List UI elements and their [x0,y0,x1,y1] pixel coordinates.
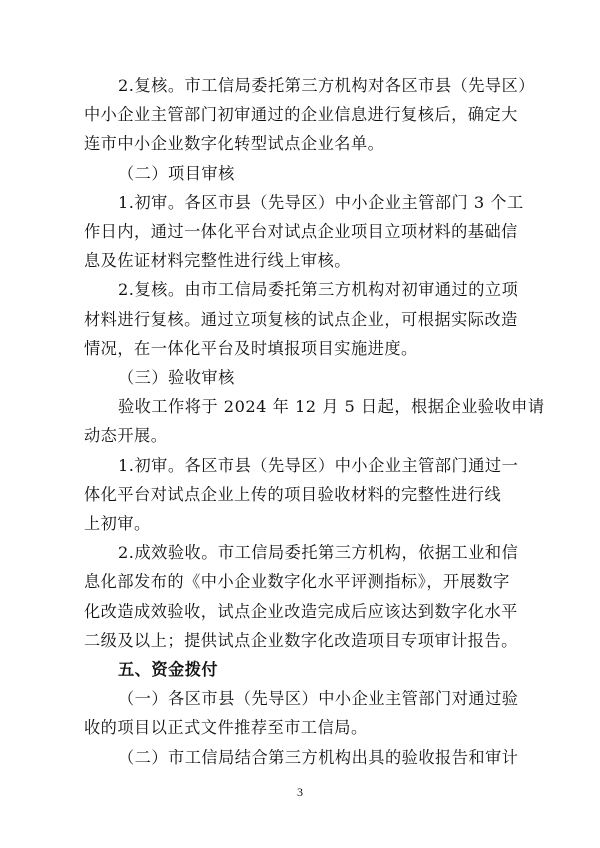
text-line: 连市中小企业数字化转型试点企业名单。 [84,134,385,154]
text-line: 化改造成效验收，试点企业改造完成后应该达到数字化水平 [84,601,518,621]
text-line: 2.成效验收。市工信局委托第三方机构，依据工业和信 [118,543,519,563]
text-line: 二级及以上；提供试点企业数字化改造项目专项审计报告。 [84,630,518,650]
text-line: 验收工作将于 2024 年 12 月 5 日起，根据企业验收申请 [118,397,545,417]
text-line: 1.初审。各区市县（先导区）中小企业主管部门通过一 [118,455,519,475]
text-line: （二）市工信局结合第三方机构出具的验收报告和审计 [118,747,519,767]
text-line: 1.初审。各区市县（先导区）中小企业主管部门 3 个工 [118,192,524,212]
text-line: 息化部发布的《中小企业数字化水平评测指标》，开展数字 [84,572,510,592]
text-line: 息及佐证材料完整性进行线上审核。 [84,251,351,271]
section-heading: （三）验收审核 [118,368,235,387]
text-line: 上初审。 [84,514,151,533]
section-heading: （二）项目审核 [118,163,235,183]
text-line: 2.复核。由市工信局委托第三方机构对初审通过的立项 [118,280,519,300]
page-number: 3 [297,785,303,799]
text-line: 2.复核。市工信局委托第三方机构对各区市县（先导区） [118,76,535,95]
chapter-heading: 五、资金拨付 [118,660,219,679]
text-line: 作日内，通过一体化平台对试点企业项目立项材料的基础信 [84,222,518,241]
text-line: 收的项目以正式文件推荐至市工信局。 [84,718,368,738]
text-line: 情况，在一体化平台及时填报项目实施进度。 [84,338,418,358]
text-line: 体化平台对试点企业上传的项目验收材料的完整性进行线 [84,484,502,504]
text-line: （一）各区市县（先导区）中小企业主管部门对通过验 [118,689,519,709]
text-line: 动态开展。 [84,426,168,446]
text-line: 材料进行复核。通过立项复核的试点企业，可根据实际改造 [84,309,518,329]
text-line: 中小企业主管部门初审通过的企业信息进行复核后，确定大 [84,105,518,125]
